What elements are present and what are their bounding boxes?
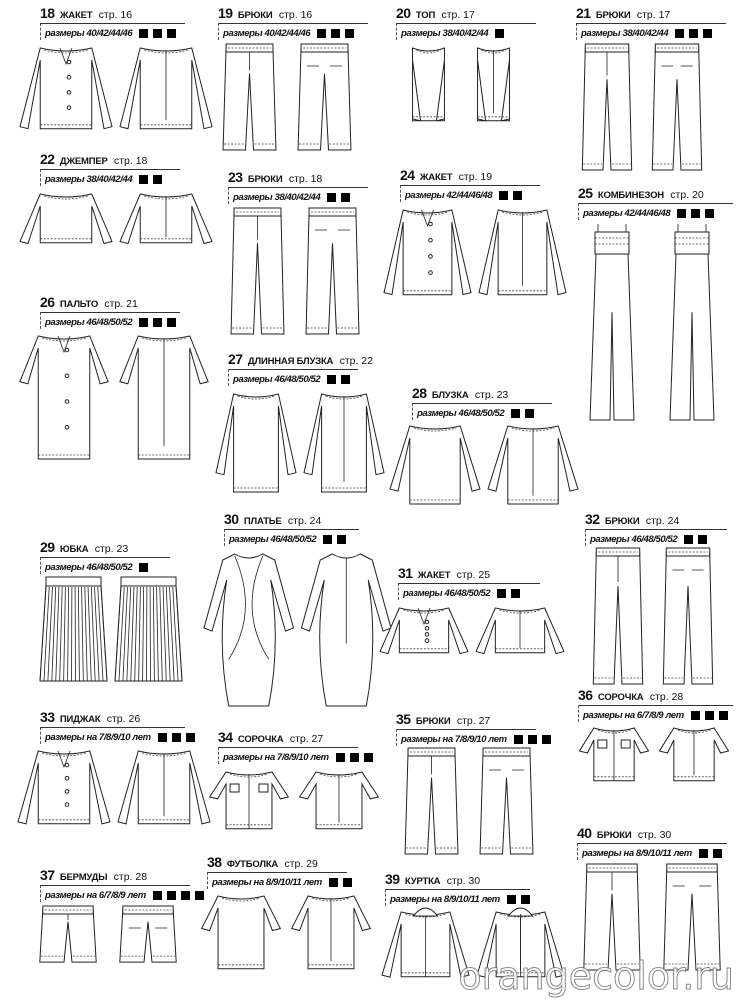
size-marker-square — [542, 735, 551, 744]
catalog-entry-37 — [40, 868, 190, 902]
size-markers — [691, 711, 728, 720]
catalog-entry-26 — [40, 295, 180, 329]
size-marker-square — [350, 753, 359, 762]
size-marker-square — [511, 589, 520, 598]
entry-title — [585, 512, 727, 529]
entry-sizes: размеры 38/40/42/44 — [233, 191, 321, 203]
entry-sizes-row — [40, 557, 170, 574]
entry-garment-name: БЛУЗКА — [431, 390, 469, 401]
entry-title — [578, 688, 733, 705]
entry-sizes: размеры 46/48/50/52 — [229, 533, 317, 545]
entry-number: 38 — [207, 854, 222, 870]
entry-garment-name: СОРОЧКА — [237, 734, 284, 745]
entry-sizes-row — [578, 203, 733, 220]
entry-page-ref: стр. 24 — [287, 515, 322, 527]
entry-title — [412, 386, 552, 403]
entry-sizes-row — [40, 312, 180, 329]
entry-sizes: размеры 38/40/42/44 — [45, 173, 133, 185]
entry-sizes: размеры 42/44/46/48 — [405, 189, 493, 201]
entry-sizes-row — [412, 403, 552, 420]
size-marker-square — [181, 891, 190, 900]
entry-number: 28 — [412, 385, 427, 401]
tshirt-sketch-38 — [196, 890, 376, 990]
entry-sizes-row — [228, 187, 368, 204]
coat-sketch-26 — [14, 330, 214, 465]
size-marker-square — [331, 29, 340, 38]
entry-sizes-row — [40, 169, 180, 186]
entry-title — [396, 6, 536, 23]
size-markers — [699, 849, 722, 858]
catalog-entry-27 — [228, 351, 373, 386]
entry-sizes: размеры 42/44/46/48 — [583, 207, 671, 219]
entry-number: 29 — [40, 539, 55, 555]
pants-sketch-19 — [212, 42, 362, 152]
size-marker-square — [528, 735, 537, 744]
entry-number: 35 — [396, 711, 411, 727]
catalog-entry-28 — [412, 386, 552, 420]
pants-sketch-35 — [394, 746, 544, 856]
size-markers — [139, 318, 176, 327]
entry-garment-name: БРЮКИ — [604, 516, 640, 527]
entry-number: 22 — [40, 151, 55, 167]
size-marker-square — [364, 753, 373, 762]
entry-title — [40, 868, 190, 885]
entry-title — [398, 566, 540, 583]
entry-sizes-row — [218, 23, 368, 40]
size-markers — [514, 735, 551, 744]
jacket-sketch-18 — [16, 42, 216, 152]
skirt-sketch-29 — [36, 575, 186, 685]
size-marker-square — [705, 711, 714, 720]
entry-number: 34 — [218, 729, 233, 745]
size-markers — [507, 895, 530, 904]
entry-sizes: размеры 46/48/50/52 — [45, 561, 133, 573]
entry-garment-name: СОРОЧКА — [597, 692, 644, 703]
catalog-entry-21 — [576, 6, 726, 40]
size-marker-square — [158, 733, 167, 742]
entry-sizes: размеры на 6/7/8/9 лет — [45, 889, 146, 901]
entry-page-ref: стр. 26 — [106, 713, 141, 725]
entry-number: 32 — [585, 511, 600, 527]
catalog-entry-29 — [40, 540, 170, 574]
entry-number: 26 — [40, 294, 55, 310]
entry-garment-name: БРЮКИ — [596, 830, 632, 841]
entry-garment-name: КУРТКА — [404, 876, 441, 887]
entry-sizes-row — [40, 885, 190, 902]
entry-garment-name: ДЛИННАЯ БЛУЗКА — [247, 356, 334, 367]
entry-title — [576, 6, 726, 23]
entry-page-ref: стр. 19 — [458, 171, 493, 183]
size-markers — [511, 409, 534, 418]
entry-page-ref: стр. 27 — [456, 715, 491, 727]
entry-page-ref: стр. 18 — [113, 155, 148, 167]
entry-sizes-row — [40, 23, 185, 40]
entry-sizes: размеры 46/48/50/52 — [403, 587, 491, 599]
catalog-entry-30 — [224, 512, 359, 546]
shirt-sketch-34 — [204, 766, 384, 846]
size-markers — [497, 589, 520, 598]
entry-number: 40 — [577, 825, 592, 841]
size-marker-square — [703, 29, 712, 38]
entry-title — [400, 168, 540, 185]
entry-sizes: размеры на 7/8/9/10 лет — [223, 751, 329, 763]
catalog-entry-24 — [400, 168, 540, 202]
pants-sketch-23 — [220, 206, 370, 336]
entry-garment-name: ПЛАТЬЕ — [243, 516, 282, 527]
entry-page-ref: стр. 24 — [645, 515, 680, 527]
entry-sizes: размеры на 7/8/9/10 лет — [45, 731, 151, 743]
entry-garment-name: ДЖЕМПЕР — [59, 156, 108, 167]
entry-number: 31 — [398, 565, 413, 581]
entry-sizes-row — [228, 369, 358, 386]
catalog-entry-18 — [40, 6, 185, 40]
catalog-entry-38 — [207, 855, 347, 889]
size-marker-square — [341, 193, 350, 202]
entry-sizes: размеры на 6/7/8/9 лет — [583, 709, 684, 721]
entry-sizes-row — [40, 727, 185, 744]
entry-page-ref: стр. 28 — [649, 691, 684, 703]
entry-sizes-row — [400, 185, 540, 202]
size-marker-square — [525, 409, 534, 418]
entry-page-ref: стр. 30 — [637, 829, 672, 841]
entry-sizes: размеры 40/42/44/46 — [223, 27, 311, 39]
size-marker-square — [186, 733, 195, 742]
entry-sizes: размеры 46/48/50/52 — [590, 533, 678, 545]
entry-title — [40, 6, 185, 23]
pants-sketch-21 — [572, 42, 712, 172]
size-marker-square — [684, 535, 693, 544]
entry-garment-name: ТОП — [415, 10, 436, 21]
size-marker-square — [327, 375, 336, 384]
blazer-sketch-33 — [14, 745, 214, 845]
catalog-entry-19 — [218, 6, 368, 40]
catalog-entry-22 — [40, 152, 180, 186]
size-marker-square — [514, 735, 523, 744]
entry-page-ref: стр. 27 — [289, 733, 324, 745]
entry-number: 25 — [578, 185, 593, 201]
catalog-entry-36 — [578, 688, 733, 722]
entry-number: 19 — [218, 5, 233, 21]
catalog-entry-20 — [396, 6, 536, 40]
size-marker-square — [689, 29, 698, 38]
entry-sizes-row — [396, 23, 536, 40]
entry-number: 39 — [385, 871, 400, 887]
entry-number: 23 — [228, 169, 243, 185]
entry-sizes-row — [385, 889, 530, 906]
entry-sizes-row — [396, 729, 536, 746]
size-markers — [675, 29, 712, 38]
entry-sizes-row — [585, 529, 727, 546]
entry-sizes-row — [577, 843, 727, 860]
entry-title — [224, 512, 359, 529]
entry-title — [577, 826, 727, 843]
size-marker-square — [521, 895, 530, 904]
entry-garment-name: ПАЛЬТО — [59, 299, 99, 310]
entry-page-ref: стр. 28 — [113, 871, 148, 883]
entry-sizes: размеры на 8/9/10/11 лет — [390, 893, 500, 905]
catalog-entry-39 — [385, 872, 530, 906]
entry-sizes-row — [207, 872, 347, 889]
entry-page-ref: стр. 17 — [636, 9, 671, 21]
blouse-sketch-28 — [386, 420, 582, 510]
catalog-entry-35 — [396, 712, 536, 746]
entry-sizes: размеры на 7/8/9/10 лет — [401, 733, 507, 745]
entry-page-ref: стр. 20 — [670, 189, 704, 201]
size-marker-square — [167, 318, 176, 327]
size-markers — [327, 193, 350, 202]
entry-sizes-row — [218, 747, 358, 764]
entry-garment-name: БЕРМУДЫ — [59, 872, 108, 883]
entry-page-ref: стр. 17 — [441, 9, 475, 21]
size-marker-square — [139, 175, 148, 184]
entry-page-ref: стр. 16 — [98, 9, 133, 21]
entry-page-ref: стр. 21 — [104, 298, 138, 310]
entry-title — [228, 170, 368, 187]
entry-page-ref: стр. 23 — [474, 389, 509, 401]
catalog-entry-23 — [228, 170, 368, 204]
entry-page-ref: стр. 18 — [288, 173, 323, 185]
entry-sizes: размеры 46/48/50/52 — [45, 316, 133, 328]
size-marker-square — [719, 711, 728, 720]
size-marker-square — [139, 563, 148, 572]
entry-garment-name: ЖАКЕТ — [59, 10, 93, 21]
size-marker-square — [139, 29, 148, 38]
pants-sketch-32 — [583, 546, 723, 686]
size-marker-square — [513, 191, 522, 200]
size-marker-square — [497, 589, 506, 598]
size-markers — [139, 175, 162, 184]
size-marker-square — [172, 733, 181, 742]
entry-sizes: размеры 38/40/42/44 — [401, 27, 489, 39]
size-marker-square — [699, 849, 708, 858]
sweater-sketch-22 — [16, 188, 216, 258]
entry-garment-name: ЖАКЕТ — [417, 570, 451, 581]
entry-number: 30 — [224, 511, 239, 527]
size-marker-square — [336, 753, 345, 762]
entry-page-ref: стр. 16 — [278, 9, 313, 21]
entry-number: 21 — [576, 5, 591, 21]
entry-title — [396, 712, 536, 729]
size-marker-square — [317, 29, 326, 38]
size-markers — [139, 29, 176, 38]
size-marker-square — [153, 318, 162, 327]
entry-number: 33 — [40, 709, 55, 725]
size-marker-square — [153, 175, 162, 184]
entry-number: 27 — [228, 351, 243, 367]
catalog-entry-34 — [218, 730, 358, 764]
size-marker-square — [675, 29, 684, 38]
size-marker-square — [139, 318, 148, 327]
entry-garment-name: БРЮКИ — [237, 10, 273, 21]
entry-number: 36 — [578, 687, 593, 703]
dress-sketch-30 — [200, 548, 395, 708]
size-markers — [323, 535, 346, 544]
entry-number: 37 — [40, 867, 55, 883]
size-marker-square — [153, 891, 162, 900]
jacket-sketch-24 — [380, 204, 570, 319]
entry-garment-name: БРЮКИ — [595, 10, 631, 21]
entry-page-ref: стр. 25 — [456, 569, 491, 581]
catalog-entry-31 — [398, 566, 540, 600]
size-markers — [327, 375, 350, 384]
top-sketch-20 — [396, 42, 526, 142]
size-marker-square — [343, 878, 352, 887]
catalog-entry-33 — [40, 710, 185, 744]
entry-page-ref: стр. 29 — [284, 858, 318, 870]
entry-garment-name: КОМБИНЕЗОН — [597, 190, 664, 201]
entry-sizes: размеры 38/40/42/44 — [581, 27, 669, 39]
entry-garment-name: БРЮКИ — [415, 716, 451, 727]
size-marker-square — [337, 535, 346, 544]
size-marker-square — [691, 711, 700, 720]
entry-title — [578, 186, 733, 203]
entry-garment-name: ЮБКА — [59, 544, 89, 555]
size-markers — [336, 753, 373, 762]
jacket-sketch-31 — [376, 602, 568, 667]
size-marker-square — [499, 191, 508, 200]
shorts-sketch-37 — [28, 904, 188, 974]
size-marker-square — [167, 891, 176, 900]
size-marker-square — [329, 878, 338, 887]
entry-title — [40, 295, 180, 312]
catalog-entry-32 — [585, 512, 727, 546]
entry-page-ref: стр. 30 — [446, 875, 481, 887]
entry-title — [40, 152, 180, 169]
size-marker-square — [153, 29, 162, 38]
entry-number: 24 — [400, 167, 415, 183]
size-marker-square — [327, 193, 336, 202]
size-markers — [139, 563, 148, 572]
size-marker-square — [167, 29, 176, 38]
size-marker-square — [705, 209, 714, 218]
entry-sizes: размеры 46/48/50/52 — [233, 373, 321, 385]
size-marker-square — [677, 209, 686, 218]
size-marker-square — [341, 375, 350, 384]
size-markers — [329, 878, 352, 887]
size-markers — [317, 29, 354, 38]
size-markers — [495, 29, 504, 38]
entry-sizes-row — [398, 583, 540, 600]
jumpsuit-sketch-25 — [572, 222, 732, 422]
size-marker-square — [495, 29, 504, 38]
size-marker-square — [507, 895, 516, 904]
size-marker-square — [691, 209, 700, 218]
entry-sizes: размеры 40/42/44/46 — [45, 27, 133, 39]
size-marker-square — [323, 535, 332, 544]
entry-number: 20 — [396, 5, 411, 21]
entry-page-ref: стр. 23 — [94, 543, 129, 555]
entry-sizes-row — [224, 529, 359, 546]
entry-sizes: размеры 46/48/50/52 — [417, 407, 505, 419]
entry-title — [228, 351, 373, 369]
entry-title — [40, 540, 170, 557]
blouse-sketch-27 — [212, 388, 388, 498]
entry-sizes-row — [578, 705, 733, 722]
entry-garment-name: ЖАКЕТ — [419, 172, 453, 183]
size-marker-square — [511, 409, 520, 418]
entry-garment-name: ПИДЖАК — [59, 714, 101, 725]
entry-number: 18 — [40, 5, 55, 21]
catalog-entry-40 — [577, 826, 727, 860]
entry-garment-name: ФУТБОЛКА — [226, 859, 279, 870]
entry-sizes: размеры на 8/9/10/11 лет — [582, 847, 692, 859]
size-marker-square — [698, 535, 707, 544]
shirt-sketch-36 — [574, 722, 734, 797]
size-markers — [158, 733, 195, 742]
entry-title — [40, 710, 185, 727]
size-markers — [677, 209, 714, 218]
size-markers — [499, 191, 522, 200]
catalog-entry-25 — [578, 186, 733, 220]
entry-sizes-row — [576, 23, 726, 40]
entry-title — [218, 6, 368, 23]
entry-sizes: размеры на 8/9/10/11 лет — [212, 876, 322, 888]
entry-page-ref: стр. 22 — [339, 355, 373, 367]
size-marker-square — [713, 849, 722, 858]
entry-garment-name: БРЮКИ — [247, 174, 283, 185]
entry-title — [385, 872, 530, 889]
entry-title — [207, 855, 347, 872]
entry-title — [218, 730, 358, 747]
size-marker-square — [345, 29, 354, 38]
size-markers — [684, 535, 707, 544]
watermark: orangecolor.ru — [458, 954, 734, 998]
